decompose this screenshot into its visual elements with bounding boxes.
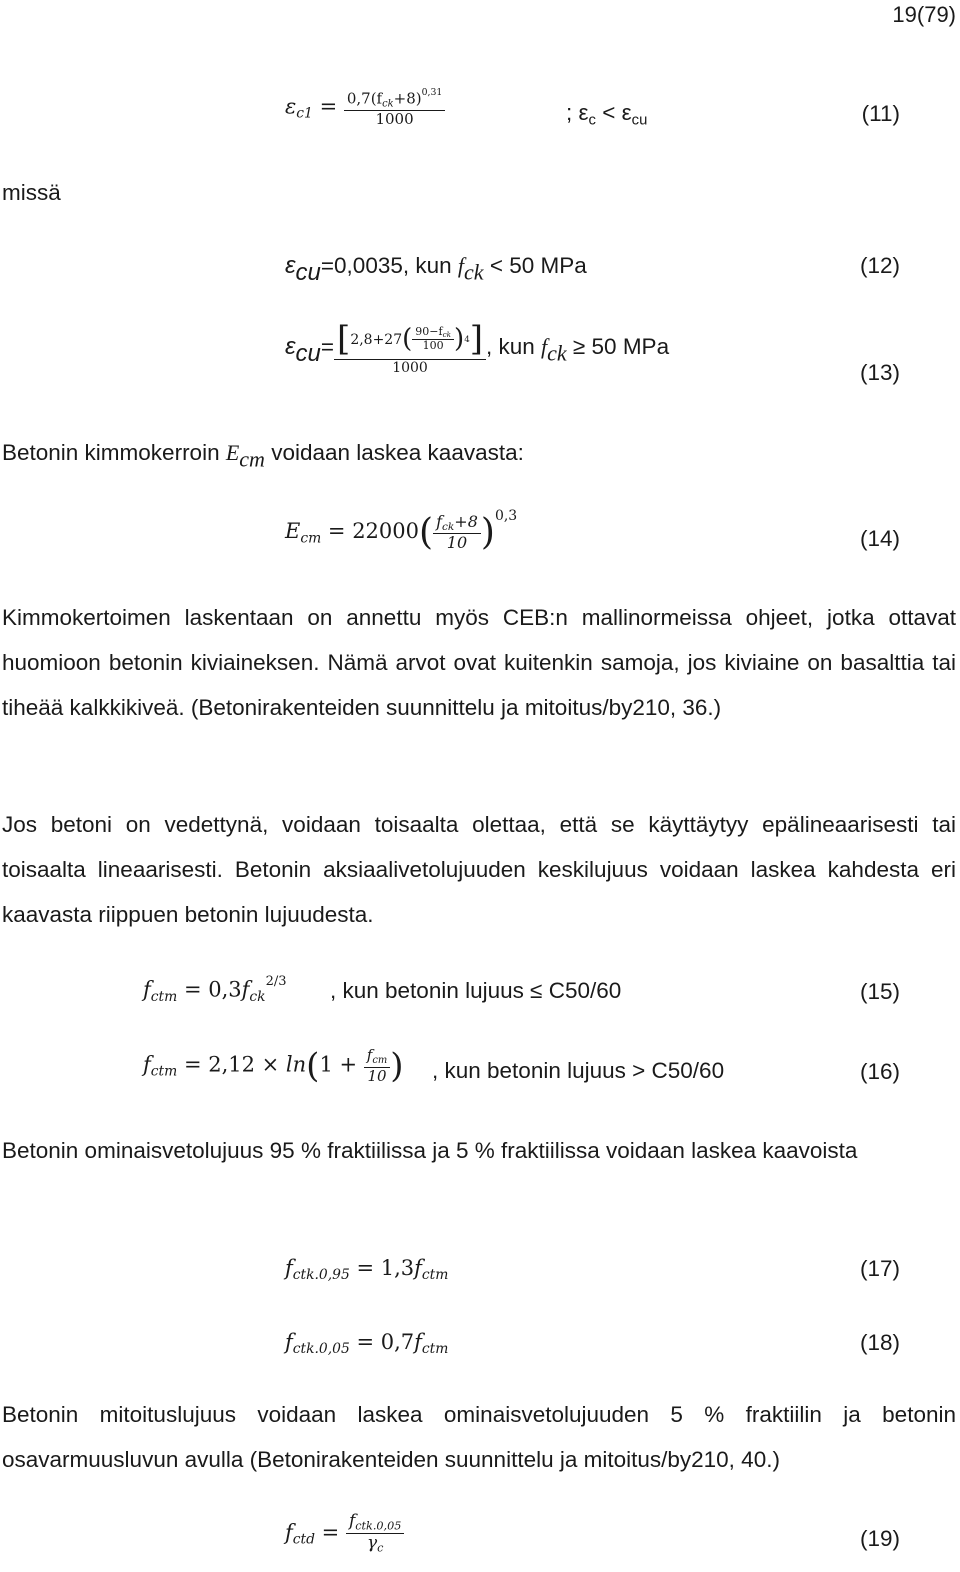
equation-11-condition: ; $\varepsilon_c < \varepsilon_{cu}$ [566, 100, 648, 129]
missa-label: missä [2, 180, 61, 205]
paragraph-kimmokertoimen: Kimmokertoimen laskentaan on annettu myös CEB:n mallinormeissa ohjeet, jotka ottavat huomioon betonin kiviaineksen. Nämä arvot ovat kuitenkin samoja, jos kiviaine on basalttia tai tiheää kalkkikiveä. (Betonirakenteiden suunnittelu ja mitoitus/by210, 36.) [2, 605, 956, 720]
equation-number-13: (13) [859, 360, 900, 385]
paragraph-mitoituslujuus: Betonin mitoituslujuus voidaan laskea ominaisvetolujuuden 5 % fraktiilin ja betonin osavarmuusluvun avulla (Betonirakenteiden suunnittelu ja mitoitus/by210, 40.) [2, 1402, 956, 1472]
equation-number-19: (19) [859, 1526, 900, 1551]
equation-number-16: (16) [859, 1059, 900, 1084]
paragraph-vetolujuus: Jos betoni on vedettynä, voidaan toisaalta olettaa, että se käyttäytyy epälineaarisesti tai toisaalta lineaarisesti. Betonin aksiaalivetolujuuden keskilujuus voidaan laskea kahdesta eri kaavasta riippuen betonin lujuudesta. [2, 812, 956, 927]
equation-15-condition: , kun betonin lujuus ≤ C50/60 [330, 978, 622, 1003]
equation-number-12: (12) [859, 253, 900, 278]
equation-number-15: (15) [859, 979, 900, 1004]
equation-number-11: (11) [861, 101, 900, 126]
equation-number-17: (17) [859, 1256, 900, 1281]
page-number: 19(79) [892, 2, 956, 27]
equation-11: $\varepsilon_{c1}$ = $\frac{0,7(f_{ck}+8)^{0,31}}{1000}$ [285, 88, 445, 128]
equation-number-14: (14) [859, 526, 900, 551]
paragraph-ecm: Betonin kimmokerroin Ecm voidaan laskea kaavasta: [2, 440, 524, 472]
equation-14: $E_{cm} = 22000$( $\frac{f_{ck}+8}{10}$ )$^{0,3}$ [285, 508, 518, 554]
equation-15: $f_{ctm} = 0,3f_{ck}^{2/3}$ [143, 974, 287, 1005]
equation-16-condition: , kun betonin lujuus > C50/60 [432, 1058, 725, 1083]
equation-number-18: (18) [859, 1330, 900, 1355]
equation-18: $f_{ctk.0,05} = 0,7f_{ctm}$ [285, 1330, 449, 1358]
equation-19: $f_{ctd}$ = $\frac{f_{ctk.0,05}}{\gamma_c}$ [285, 1512, 404, 1556]
equation-17: $f_{ctk.0,95} = 1,3f_{ctm}$ [285, 1256, 449, 1284]
equation-12: εcu=0,0035, kun fck < 50 MPa [285, 252, 587, 287]
paragraph-ominaisvetolujuus: Betonin ominaisvetolujuus 95 % fraktiilissa ja 5 % fraktiilissa voidaan laskea kaavoista [2, 1138, 858, 1163]
equation-16: $f_{ctm} = 2,12 \times \ln(1$ + $\frac{f_{cm}}{10}$ ) [143, 1046, 404, 1086]
equation-13: εcu= [ 2,8+27 ( $\frac{90-f_{ck}}{100}$ ) 4 ] 1000 , kun fck ≥ 50 MPa [285, 319, 670, 377]
